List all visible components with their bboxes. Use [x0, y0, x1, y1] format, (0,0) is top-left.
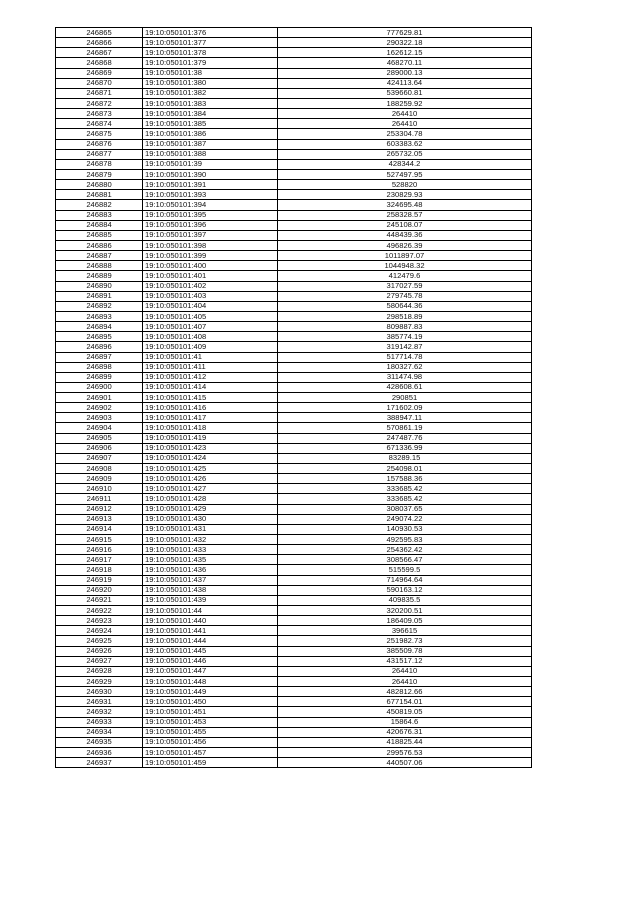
cadastral-number-cell: 19:10:050101:404	[143, 301, 278, 311]
table-row	[56, 301, 532, 311]
cadastral-value-cell: 580644.36	[278, 301, 532, 311]
table-row	[56, 545, 532, 555]
table-row	[56, 717, 532, 727]
table-row	[56, 200, 532, 210]
cadastral-number-cell: 19:10:050101:446	[143, 656, 278, 666]
row-id-cell: 246927	[56, 656, 143, 666]
table-row	[56, 291, 532, 301]
table-row	[56, 58, 532, 68]
row-id-cell: 246896	[56, 342, 143, 352]
cadastral-value-cell: 528820	[278, 180, 532, 190]
cadastral-number-cell: 19:10:050101:416	[143, 403, 278, 413]
cadastral-value-cell: 308566.47	[278, 555, 532, 565]
row-id-cell: 246897	[56, 352, 143, 362]
cadastral-number-cell: 19:10:050101:383	[143, 98, 278, 108]
row-id-cell: 246877	[56, 149, 143, 159]
row-id-cell: 246922	[56, 606, 143, 616]
cadastral-number-cell: 19:10:050101:41	[143, 352, 278, 362]
cadastral-value-cell: 171602.09	[278, 403, 532, 413]
cadastral-number-cell: 19:10:050101:393	[143, 190, 278, 200]
cadastral-number-cell: 19:10:050101:376	[143, 28, 278, 38]
cadastral-value-cell: 424113.64	[278, 78, 532, 88]
cadastral-value-cell: 289000.13	[278, 68, 532, 78]
cadastral-number-cell: 19:10:050101:397	[143, 230, 278, 240]
table-row	[56, 413, 532, 423]
row-id-cell: 246933	[56, 717, 143, 727]
row-id-cell: 246867	[56, 48, 143, 58]
cadastral-number-cell: 19:10:050101:428	[143, 494, 278, 504]
cadastral-value-cell: 320200.51	[278, 606, 532, 616]
table-row	[56, 322, 532, 332]
table-row	[56, 464, 532, 474]
cadastral-value-cell: 249074.22	[278, 514, 532, 524]
cadastral-number-cell: 19:10:050101:448	[143, 677, 278, 687]
cadastral-value-cell: 180327.62	[278, 362, 532, 372]
cadastral-number-cell: 19:10:050101:407	[143, 322, 278, 332]
table-row	[56, 119, 532, 129]
cadastral-value-cell: 333685.42	[278, 484, 532, 494]
table-row	[56, 190, 532, 200]
cadastral-value-cell: 162612.15	[278, 48, 532, 58]
table-row	[56, 352, 532, 362]
row-id-cell: 246924	[56, 626, 143, 636]
cadastral-number-cell: 19:10:050101:445	[143, 646, 278, 656]
cadastral-value-cell: 440507.06	[278, 758, 532, 768]
row-id-cell: 246870	[56, 78, 143, 88]
cadastral-value-cell: 539660.81	[278, 88, 532, 98]
cadastral-number-cell: 19:10:050101:449	[143, 687, 278, 697]
cadastral-value-cell: 431517.12	[278, 656, 532, 666]
row-id-cell: 246865	[56, 28, 143, 38]
cadastral-number-cell: 19:10:050101:451	[143, 707, 278, 717]
row-id-cell: 246889	[56, 271, 143, 281]
cadastral-value-cell: 1044948.32	[278, 261, 532, 271]
cadastral-number-cell: 19:10:050101:450	[143, 697, 278, 707]
row-id-cell: 246884	[56, 220, 143, 230]
table-row	[56, 251, 532, 261]
row-id-cell: 246931	[56, 697, 143, 707]
row-id-cell: 246917	[56, 555, 143, 565]
row-id-cell: 246904	[56, 423, 143, 433]
table-body	[56, 28, 532, 768]
cadastral-number-cell: 19:10:050101:398	[143, 240, 278, 250]
cadastral-number-cell: 19:10:050101:426	[143, 474, 278, 484]
table-row	[56, 423, 532, 433]
cadastral-number-cell: 19:10:050101:400	[143, 261, 278, 271]
cadastral-number-cell: 19:10:050101:380	[143, 78, 278, 88]
table-row	[56, 68, 532, 78]
cadastral-number-cell: 19:10:050101:396	[143, 220, 278, 230]
row-id-cell: 246934	[56, 727, 143, 737]
table-row	[56, 697, 532, 707]
cadastral-value-cell: 570861.19	[278, 423, 532, 433]
row-id-cell: 246874	[56, 119, 143, 129]
cadastral-number-cell: 19:10:050101:44	[143, 606, 278, 616]
cadastral-number-cell: 19:10:050101:402	[143, 281, 278, 291]
row-id-cell: 246882	[56, 200, 143, 210]
cadastral-number-cell: 19:10:050101:384	[143, 109, 278, 119]
row-id-cell: 246886	[56, 240, 143, 250]
cadastral-number-cell: 19:10:050101:436	[143, 565, 278, 575]
cadastral-number-cell: 19:10:050101:391	[143, 180, 278, 190]
cadastral-number-cell: 19:10:050101:438	[143, 585, 278, 595]
cadastral-value-cell: 311474.98	[278, 372, 532, 382]
cadastral-value-cell: 317027.59	[278, 281, 532, 291]
row-id-cell: 246899	[56, 372, 143, 382]
table-row	[56, 626, 532, 636]
table-row	[56, 169, 532, 179]
table-row	[56, 535, 532, 545]
table-row	[56, 382, 532, 392]
cadastral-value-cell: 428608.61	[278, 382, 532, 392]
cadastral-value-cell: 333685.42	[278, 494, 532, 504]
cadastral-number-cell: 19:10:050101:388	[143, 149, 278, 159]
row-id-cell: 246875	[56, 129, 143, 139]
cadastral-value-table	[55, 27, 532, 768]
row-id-cell: 246918	[56, 565, 143, 575]
cadastral-value-cell: 590163.12	[278, 585, 532, 595]
table-row	[56, 230, 532, 240]
table-row	[56, 98, 532, 108]
cadastral-number-cell: 19:10:050101:405	[143, 311, 278, 321]
cadastral-value-cell: 428344.2	[278, 159, 532, 169]
cadastral-value-cell: 15864.6	[278, 717, 532, 727]
table-row	[56, 393, 532, 403]
cadastral-value-cell: 527497.95	[278, 169, 532, 179]
table-row	[56, 109, 532, 119]
cadastral-value-cell: 714964.64	[278, 575, 532, 585]
table-row	[56, 514, 532, 524]
cadastral-number-cell: 19:10:050101:423	[143, 443, 278, 453]
cadastral-value-cell: 308037.65	[278, 504, 532, 514]
table-row	[56, 28, 532, 38]
row-id-cell: 246901	[56, 393, 143, 403]
table-row	[56, 372, 532, 382]
cadastral-number-cell: 19:10:050101:385	[143, 119, 278, 129]
table-row	[56, 342, 532, 352]
cadastral-number-cell: 19:10:050101:387	[143, 139, 278, 149]
cadastral-value-cell: 385509.78	[278, 646, 532, 656]
row-id-cell: 246872	[56, 98, 143, 108]
row-id-cell: 246900	[56, 382, 143, 392]
table-row	[56, 585, 532, 595]
cadastral-value-cell: 253304.78	[278, 129, 532, 139]
table-row	[56, 433, 532, 443]
cadastral-value-cell: 388947.11	[278, 413, 532, 423]
row-id-cell: 246928	[56, 666, 143, 676]
cadastral-number-cell: 19:10:050101:414	[143, 382, 278, 392]
cadastral-value-cell: 298518.89	[278, 311, 532, 321]
row-id-cell: 246903	[56, 413, 143, 423]
cadastral-value-cell: 186409.05	[278, 616, 532, 626]
cadastral-value-cell: 448439.36	[278, 230, 532, 240]
cadastral-number-cell: 19:10:050101:394	[143, 200, 278, 210]
table-row	[56, 271, 532, 281]
cadastral-number-cell: 19:10:050101:408	[143, 332, 278, 342]
table-row	[56, 139, 532, 149]
cadastral-number-cell: 19:10:050101:444	[143, 636, 278, 646]
row-id-cell: 246883	[56, 210, 143, 220]
table-row	[56, 453, 532, 463]
row-id-cell: 246871	[56, 88, 143, 98]
row-id-cell: 246909	[56, 474, 143, 484]
cadastral-value-cell: 450819.05	[278, 707, 532, 717]
row-id-cell: 246914	[56, 524, 143, 534]
row-id-cell: 246912	[56, 504, 143, 514]
cadastral-value-cell: 265732.05	[278, 149, 532, 159]
row-id-cell: 246911	[56, 494, 143, 504]
cadastral-number-cell: 19:10:050101:425	[143, 464, 278, 474]
row-id-cell: 246891	[56, 291, 143, 301]
row-id-cell: 246879	[56, 169, 143, 179]
table-row	[56, 616, 532, 626]
table-row	[56, 646, 532, 656]
cadastral-value-cell: 420676.31	[278, 727, 532, 737]
table-row	[56, 38, 532, 48]
row-id-cell: 246876	[56, 139, 143, 149]
cadastral-value-cell: 324695.48	[278, 200, 532, 210]
cadastral-value-cell: 251982.73	[278, 636, 532, 646]
cadastral-number-cell: 19:10:050101:418	[143, 423, 278, 433]
row-id-cell: 246926	[56, 646, 143, 656]
table-row	[56, 666, 532, 676]
row-id-cell: 246920	[56, 585, 143, 595]
cadastral-number-cell: 19:10:050101:435	[143, 555, 278, 565]
cadastral-value-cell: 517714.78	[278, 352, 532, 362]
cadastral-number-cell: 19:10:050101:433	[143, 545, 278, 555]
table-row	[56, 129, 532, 139]
cadastral-number-cell: 19:10:050101:412	[143, 372, 278, 382]
cadastral-number-cell: 19:10:050101:437	[143, 575, 278, 585]
table-row	[56, 261, 532, 271]
cadastral-number-cell: 19:10:050101:441	[143, 626, 278, 636]
cadastral-value-cell: 245108.07	[278, 220, 532, 230]
cadastral-value-cell: 290322.18	[278, 38, 532, 48]
table-row	[56, 727, 532, 737]
table-row	[56, 677, 532, 687]
row-id-cell: 246921	[56, 595, 143, 605]
row-id-cell: 246906	[56, 443, 143, 453]
table-row	[56, 707, 532, 717]
row-id-cell: 246898	[56, 362, 143, 372]
cadastral-number-cell: 19:10:050101:439	[143, 595, 278, 605]
cadastral-number-cell: 19:10:050101:455	[143, 727, 278, 737]
table-row	[56, 159, 532, 169]
cadastral-number-cell: 19:10:050101:386	[143, 129, 278, 139]
cadastral-value-cell: 809887.83	[278, 322, 532, 332]
cadastral-number-cell: 19:10:050101:453	[143, 717, 278, 727]
row-id-cell: 246923	[56, 616, 143, 626]
row-id-cell: 246907	[56, 453, 143, 463]
cadastral-value-cell: 279745.78	[278, 291, 532, 301]
cadastral-number-cell: 19:10:050101:382	[143, 88, 278, 98]
cadastral-value-cell: 412479.6	[278, 271, 532, 281]
row-id-cell: 246916	[56, 545, 143, 555]
cadastral-value-cell: 140930.53	[278, 524, 532, 534]
row-id-cell: 246885	[56, 230, 143, 240]
table-row	[56, 180, 532, 190]
cadastral-number-cell: 19:10:050101:401	[143, 271, 278, 281]
cadastral-value-cell: 247487.76	[278, 433, 532, 443]
cadastral-number-cell: 19:10:050101:440	[143, 616, 278, 626]
row-id-cell: 246881	[56, 190, 143, 200]
cadastral-value-cell: 264410	[278, 666, 532, 676]
row-id-cell: 246908	[56, 464, 143, 474]
row-id-cell: 246893	[56, 311, 143, 321]
cadastral-number-cell: 19:10:050101:403	[143, 291, 278, 301]
row-id-cell: 246878	[56, 159, 143, 169]
cadastral-number-cell: 19:10:050101:39	[143, 159, 278, 169]
cadastral-value-cell: 515599.5	[278, 565, 532, 575]
table-row	[56, 524, 532, 534]
cadastral-value-cell: 482812.66	[278, 687, 532, 697]
table-row	[56, 210, 532, 220]
cadastral-value-cell: 264410	[278, 109, 532, 119]
cadastral-value-cell: 254098.01	[278, 464, 532, 474]
cadastral-number-cell: 19:10:050101:459	[143, 758, 278, 768]
cadastral-value-cell: 1011897.07	[278, 251, 532, 261]
row-id-cell: 246895	[56, 332, 143, 342]
row-id-cell: 246932	[56, 707, 143, 717]
row-id-cell: 246868	[56, 58, 143, 68]
cadastral-value-cell: 299576.53	[278, 747, 532, 757]
cadastral-value-cell: 264410	[278, 677, 532, 687]
cadastral-value-cell: 157588.36	[278, 474, 532, 484]
cadastral-value-cell: 496826.39	[278, 240, 532, 250]
table-row	[56, 48, 532, 58]
table-row	[56, 220, 532, 230]
cadastral-value-cell: 385774.19	[278, 332, 532, 342]
table-row	[56, 555, 532, 565]
table-row	[56, 88, 532, 98]
cadastral-value-cell: 677154.01	[278, 697, 532, 707]
row-id-cell: 246894	[56, 322, 143, 332]
cadastral-value-cell: 319142.87	[278, 342, 532, 352]
cadastral-number-cell: 19:10:050101:409	[143, 342, 278, 352]
cadastral-number-cell: 19:10:050101:432	[143, 535, 278, 545]
cadastral-value-cell: 264410	[278, 119, 532, 129]
row-id-cell: 246888	[56, 261, 143, 271]
cadastral-value-cell: 671336.99	[278, 443, 532, 453]
cadastral-value-cell: 396615	[278, 626, 532, 636]
table-row	[56, 687, 532, 697]
row-id-cell: 246936	[56, 747, 143, 757]
row-id-cell: 246890	[56, 281, 143, 291]
cadastral-number-cell: 19:10:050101:38	[143, 68, 278, 78]
cadastral-value-cell: 290851	[278, 393, 532, 403]
cadastral-number-cell: 19:10:050101:456	[143, 737, 278, 747]
row-id-cell: 246910	[56, 484, 143, 494]
table-row	[56, 504, 532, 514]
cadastral-value-cell: 492595.83	[278, 535, 532, 545]
table-row	[56, 494, 532, 504]
table-row	[56, 281, 532, 291]
cadastral-number-cell: 19:10:050101:424	[143, 453, 278, 463]
row-id-cell: 246915	[56, 535, 143, 545]
row-id-cell: 246930	[56, 687, 143, 697]
table-row	[56, 311, 532, 321]
cadastral-number-cell: 19:10:050101:390	[143, 169, 278, 179]
table-row	[56, 747, 532, 757]
table-row	[56, 565, 532, 575]
cadastral-number-cell: 19:10:050101:430	[143, 514, 278, 524]
row-id-cell: 246925	[56, 636, 143, 646]
row-id-cell: 246937	[56, 758, 143, 768]
table-row	[56, 240, 532, 250]
row-id-cell: 246892	[56, 301, 143, 311]
cadastral-number-cell: 19:10:050101:395	[143, 210, 278, 220]
table-row	[56, 595, 532, 605]
cadastral-value-cell: 230829.93	[278, 190, 532, 200]
row-id-cell: 246880	[56, 180, 143, 190]
row-id-cell: 246913	[56, 514, 143, 524]
table-row	[56, 362, 532, 372]
row-id-cell: 246905	[56, 433, 143, 443]
cadastral-number-cell: 19:10:050101:411	[143, 362, 278, 372]
row-id-cell: 246866	[56, 38, 143, 48]
table-row	[56, 575, 532, 585]
cadastral-number-cell: 19:10:050101:447	[143, 666, 278, 676]
table-row	[56, 443, 532, 453]
cadastral-value-cell: 418825.44	[278, 737, 532, 747]
table-row	[56, 332, 532, 342]
row-id-cell: 246869	[56, 68, 143, 78]
row-id-cell: 246935	[56, 737, 143, 747]
cadastral-number-cell: 19:10:050101:457	[143, 747, 278, 757]
row-id-cell: 246929	[56, 677, 143, 687]
cadastral-value-cell: 254362.42	[278, 545, 532, 555]
cadastral-number-cell: 19:10:050101:419	[143, 433, 278, 443]
cadastral-value-cell: 409835.5	[278, 595, 532, 605]
cadastral-number-cell: 19:10:050101:427	[143, 484, 278, 494]
cadastral-value-cell: 468270.11	[278, 58, 532, 68]
row-id-cell: 246873	[56, 109, 143, 119]
table-row	[56, 78, 532, 88]
cadastral-value-cell: 188259.92	[278, 98, 532, 108]
cadastral-value-cell: 603383.62	[278, 139, 532, 149]
table-row	[56, 484, 532, 494]
cadastral-value-cell: 258328.57	[278, 210, 532, 220]
cadastral-number-cell: 19:10:050101:431	[143, 524, 278, 534]
cadastral-value-cell: 777629.81	[278, 28, 532, 38]
table-row	[56, 606, 532, 616]
cadastral-number-cell: 19:10:050101:379	[143, 58, 278, 68]
row-id-cell: 246887	[56, 251, 143, 261]
table-row	[56, 149, 532, 159]
table-row	[56, 474, 532, 484]
table-row	[56, 403, 532, 413]
row-id-cell: 246919	[56, 575, 143, 585]
cadastral-number-cell: 19:10:050101:415	[143, 393, 278, 403]
cadastral-number-cell: 19:10:050101:377	[143, 38, 278, 48]
cadastral-number-cell: 19:10:050101:378	[143, 48, 278, 58]
cadastral-number-cell: 19:10:050101:399	[143, 251, 278, 261]
cadastral-value-cell: 83289.15	[278, 453, 532, 463]
table-row	[56, 737, 532, 747]
table-row	[56, 656, 532, 666]
row-id-cell: 246902	[56, 403, 143, 413]
cadastral-number-cell: 19:10:050101:417	[143, 413, 278, 423]
table-row	[56, 758, 532, 768]
cadastral-number-cell: 19:10:050101:429	[143, 504, 278, 514]
table-row	[56, 636, 532, 646]
